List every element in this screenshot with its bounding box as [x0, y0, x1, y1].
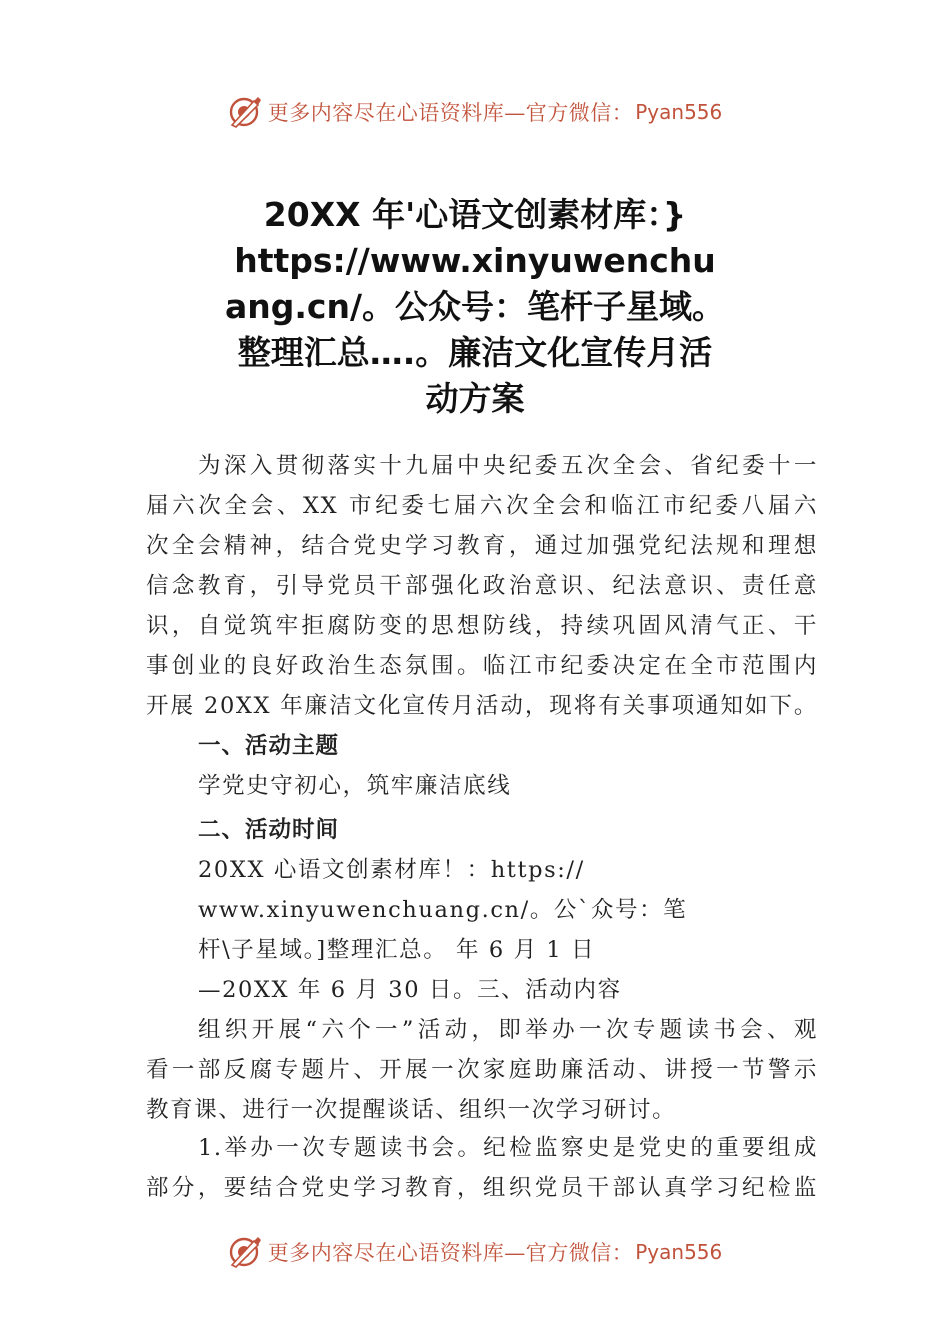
intro-paragraph	[146, 446, 818, 726]
document-title	[175, 192, 775, 422]
paragraph-line: 事创业的良好政治生态氛围。临江市纪委决定在全市范围内	[146, 653, 818, 679]
section-content: 学党史守初心，筑牢廉洁底线	[198, 773, 512, 799]
banner-text: 更多内容尽在心语资料库—官方微信：	[267, 1241, 634, 1265]
section-time	[146, 810, 818, 1010]
header-banner	[0, 92, 950, 132]
title-line: 动方案	[425, 379, 525, 418]
paragraph-line: 识，自觉筑牢拒腐防变的思想防线，持续巩固风清气正、干	[146, 613, 818, 639]
section-line: 杆\子星域。]整理汇总。 年 6 月 1 日	[198, 937, 596, 963]
title-line: 20XX 年'心语文创素材库：}	[263, 195, 687, 234]
item-reading-session	[146, 1128, 818, 1208]
pen-logo-icon	[228, 1235, 262, 1269]
paragraph-line: 部分，要结合党史学习教育，组织党员干部认真学习纪检监	[146, 1175, 818, 1201]
title-line: ang.cn/。公众号：笔杆子星域。	[224, 287, 726, 326]
paragraph-line: 次全会精神，结合党史学习教育，通过加强党纪法规和理想	[146, 533, 818, 559]
paragraph-line: 为深入贯彻落实十九届中央纪委五次全会、省纪委十一	[198, 453, 818, 479]
paragraph-line: 届六次全会、XX 市纪委七届六次全会和临江市纪委八届六	[146, 493, 818, 519]
banner-text: 更多内容尽在心语资料库—官方微信：	[267, 101, 634, 125]
paragraph-line: 看一部反腐专题片、开展一次家庭助廉活动、讲授一节警示	[146, 1057, 818, 1083]
title-line: https://www.xinyuwenchu	[234, 241, 716, 280]
section-heading: 二、活动时间	[198, 817, 340, 843]
section-line: www.xinyuwenchuang.cn/。公`众号：笔	[198, 897, 688, 923]
section-line: 20XX 心语文创素材库！：https://	[198, 857, 585, 883]
paragraph-line: 教育课、进行一次提醒谈话、组织一次学习研讨。	[146, 1097, 677, 1123]
paragraph-line: 组织开展“六个一”活动，即举办一次专题读书会、观	[198, 1017, 818, 1043]
banner-wechat-id: Pyan556	[635, 100, 723, 124]
section-heading: 一、活动主题	[198, 733, 340, 759]
section-content-paragraph	[146, 1010, 818, 1130]
section-line: —20XX 年 6 月 30 日。三、活动内容	[198, 977, 622, 1003]
banner-wechat-id: Pyan556	[635, 1240, 723, 1264]
paragraph-line: 1.举办一次专题读书会。纪检监察史是党史的重要组成	[198, 1135, 818, 1161]
paragraph-line: 信念教育，引导党员干部强化政治意识、纪法意识、责任意	[146, 573, 818, 599]
pen-logo-icon	[228, 95, 262, 129]
section-theme	[146, 726, 818, 806]
paragraph-line: 开展 20XX 年廉洁文化宣传月活动，现将有关事项通知如下。	[146, 693, 818, 719]
footer-banner	[0, 1232, 950, 1272]
title-line: 整理汇总….。廉洁文化宣传月活	[237, 333, 713, 372]
